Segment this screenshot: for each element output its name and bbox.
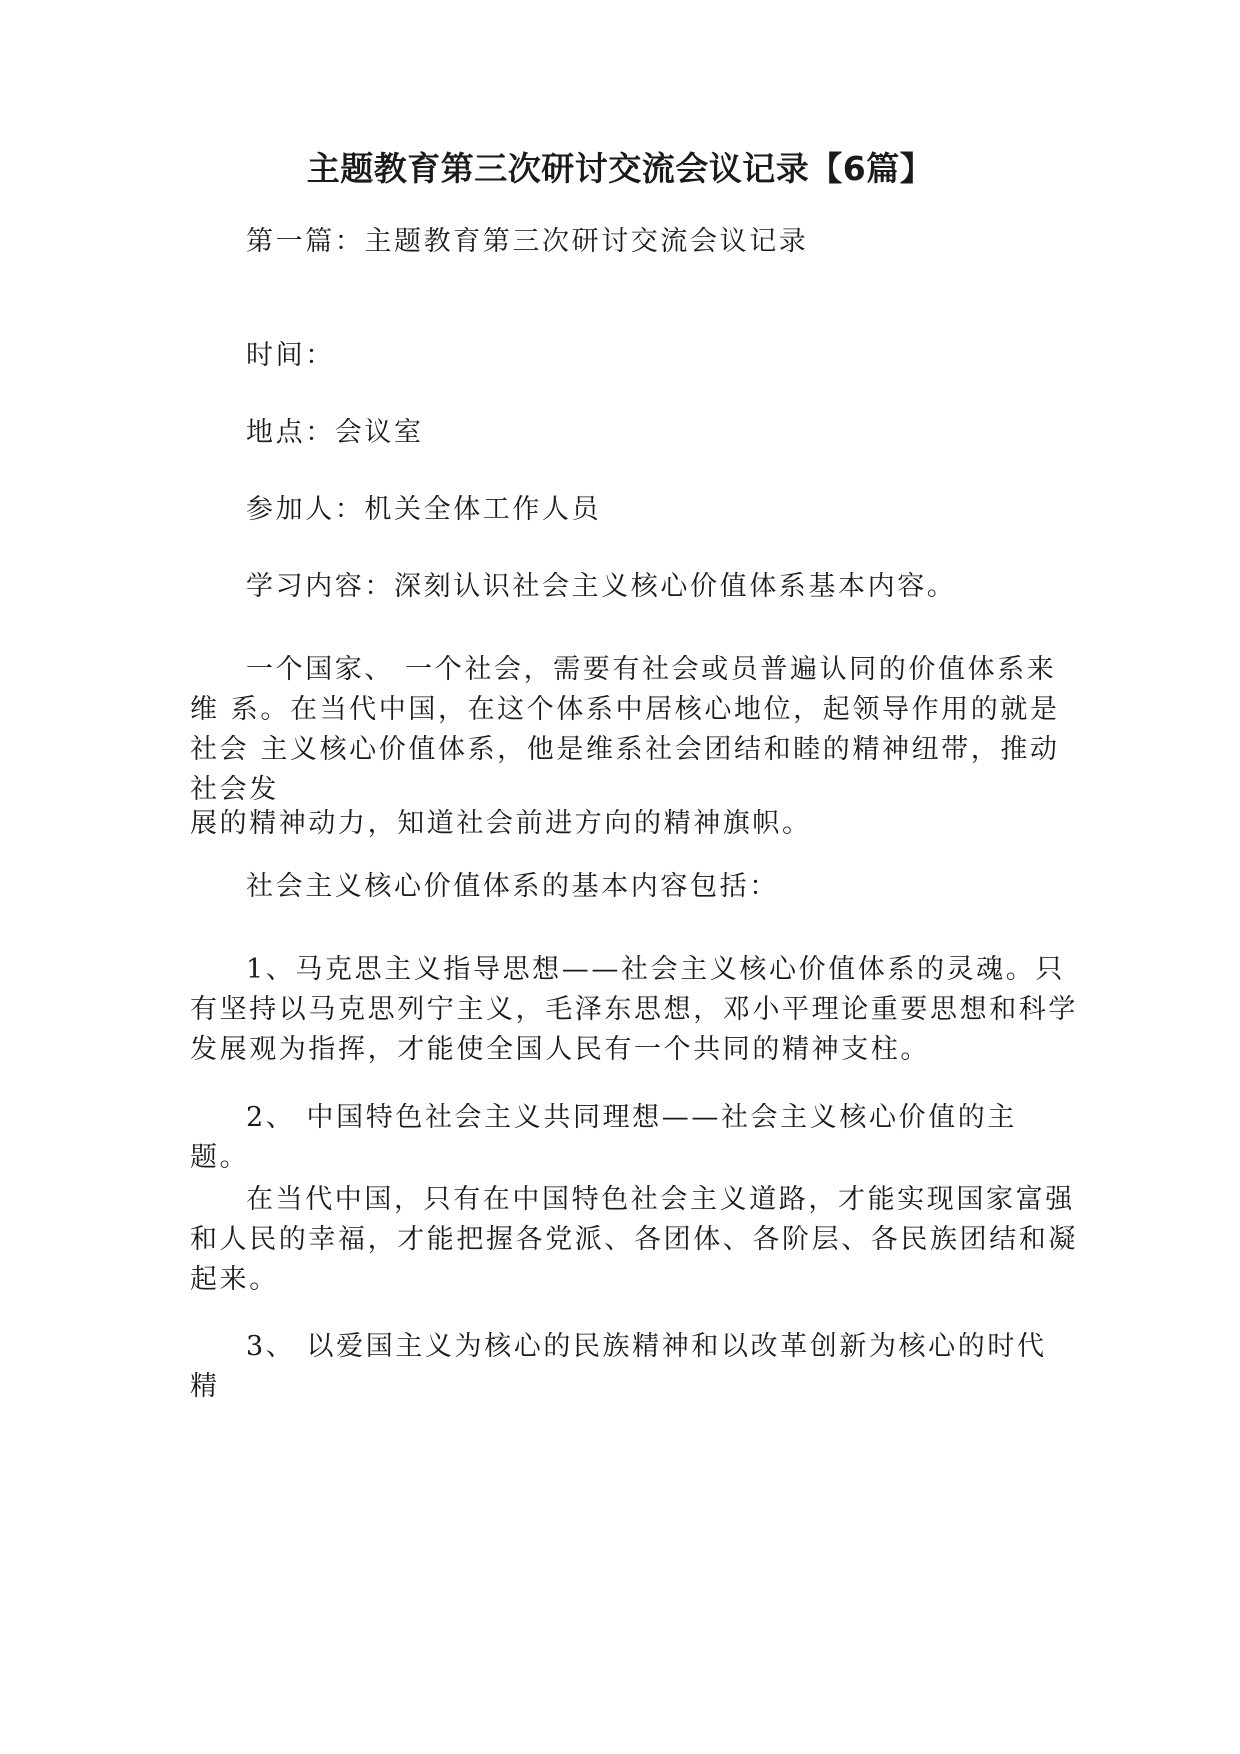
item-2-paragraph <box>190 1180 1078 1300</box>
item-3-line: 3、 以爱国主义为核心的民族精神和以改革创新为核心的时代精 <box>190 1331 1047 1402</box>
paragraph-line: 维 系。在当代中国，在这个体系中居核心地位，起领导作用的就是 <box>190 694 1060 725</box>
attendees-line: 参加人：机关全体工作人员 <box>246 494 602 525</box>
document-title: 主题教育第三次研讨交流会议记录【6篇】 <box>306 149 934 188</box>
paragraph-line: 一个国家、 一个社会，需要有社会或员普遍认同的价值体系来 <box>246 654 1057 685</box>
paragraph-line: 展的精神动力，知道社会前进方向的精神旗帜。 <box>190 808 812 839</box>
paragraph-line: 起来。 <box>190 1264 279 1295</box>
place-line: 地点：会议室 <box>246 417 424 448</box>
paragraph-line: 发展观为指挥，才能使全国人民有一个共同的精神支柱。 <box>190 1034 930 1065</box>
paragraph-line: 社会 主义核心价值体系，他是维系社会团结和睦的精神纽带，推动 <box>190 734 1060 765</box>
section-heading: 第一篇：主题教育第三次研讨交流会议记录 <box>246 226 809 257</box>
paragraph-line: 在当代中国，只有在中国特色社会主义道路，才能实现国家富强 <box>246 1184 1075 1215</box>
time-line: 时间： <box>246 340 335 371</box>
study-content-line: 学习内容：深刻认识社会主义核心价值体系基本内容。 <box>246 571 957 602</box>
contents-intro: 社会主义核心价值体系的基本内容包括： <box>246 871 779 902</box>
paragraph-line: 社会发 <box>190 774 279 805</box>
paragraph-national-values <box>190 650 1060 844</box>
item-1-paragraph <box>190 950 1078 1070</box>
item-2-line: 2、 中国特色社会主义共同理想——社会主义核心价值的主题。 <box>190 1102 1017 1173</box>
paragraph-line: 1、马克思主义指导思想——社会主义核心价值体系的灵魂。只 <box>246 954 1065 985</box>
paragraph-line: 和人民的幸福，才能把握各党派、各团体、各阶层、各民族团结和凝 <box>190 1224 1078 1255</box>
paragraph-line: 有坚持以马克思列宁主义，毛泽东思想，邓小平理论重要思想和科学 <box>190 994 1078 1025</box>
